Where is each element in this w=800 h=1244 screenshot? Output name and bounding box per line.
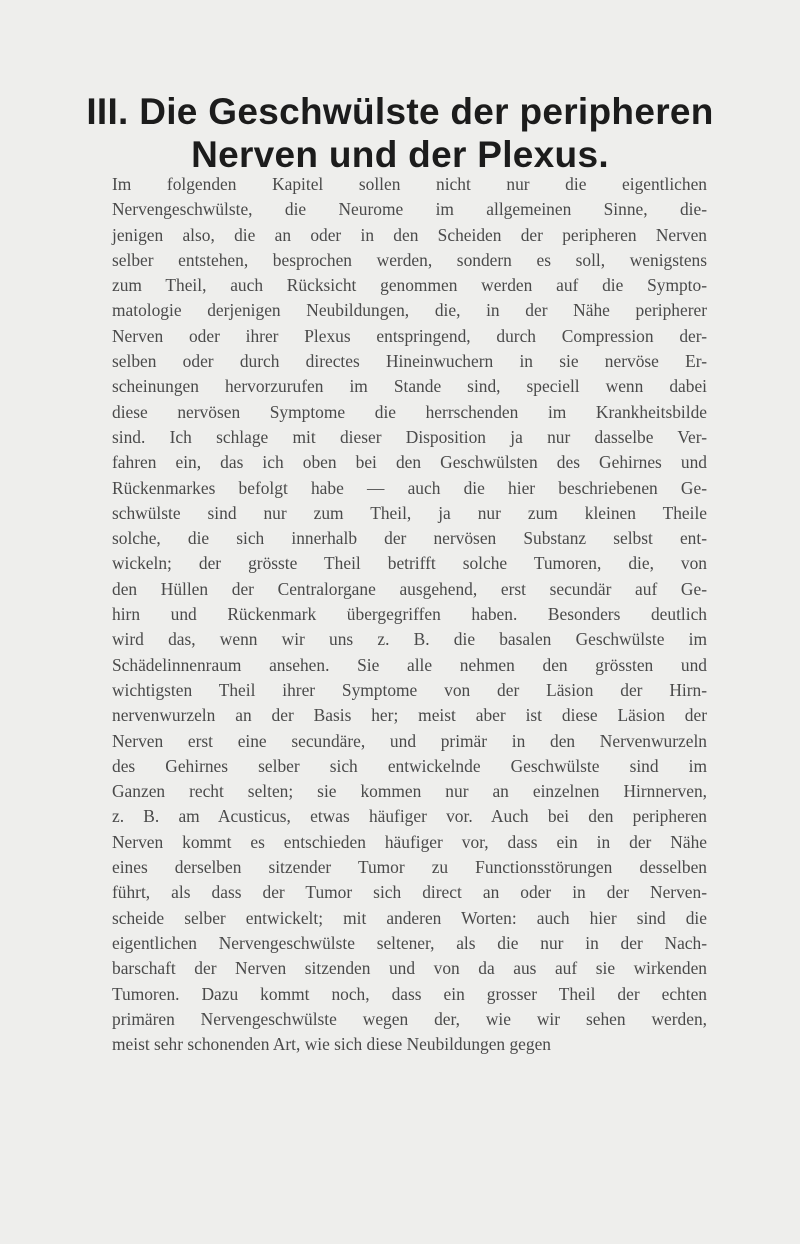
paragraph-line: den Hüllen der Centralorgane ausgehend, erst secundär auf Ge- <box>112 578 707 599</box>
paragraph-line: z. B. am Acusticus, etwas häufiger vor. Auch bei den peripheren <box>112 806 707 827</box>
paragraph-line: scheide selber entwickelt; mit anderen Worten: auch hier sind die <box>112 907 707 928</box>
paragraph-line: hirn und Rückenmark übergegriffen haben. Besonders deutlich <box>112 604 707 625</box>
paragraph-line: selben oder durch directes Hineinwuchern in sie nervöse Er- <box>112 351 707 372</box>
paragraph-line: diese nervösen Symptome die herrschenden im Krankheitsbilde <box>112 401 707 422</box>
paragraph-line: führt, als dass der Tumor sich direct an oder in der Nerven- <box>112 882 707 903</box>
paragraph-line: Tumoren. Dazu kommt noch, dass ein grosser Theil der echten <box>112 983 707 1004</box>
chapter-heading-line-2: Nerven und der Plexus. <box>191 134 609 175</box>
paragraph-line: barschaft der Nerven sitzenden und von da aus auf sie wirkenden <box>112 958 707 979</box>
paragraph-line: nervenwurzeln an der Basis her; meist aber ist diese Läsion der <box>112 705 707 726</box>
paragraph-line: eines derselben sitzender Tumor zu Functionsstörungen desselben <box>112 857 707 878</box>
paragraph-line: des Gehirnes selber sich entwickelnde Geschwülste sind im <box>112 755 707 776</box>
paragraph-line: Ganzen recht selten; sie kommen nur an einzelnen Hirnnerven, <box>112 781 707 802</box>
paragraph-line: selber entstehen, besprochen werden, sondern es soll, wenigstens <box>112 249 707 270</box>
paragraph-line: Nervengeschwülste, die Neurome im allgemeinen Sinne, die- <box>112 199 707 220</box>
paragraph-line: Schädelinnenraum ansehen. Sie alle nehmen den grössten und <box>112 654 707 675</box>
paragraph-line: Nerven oder ihrer Plexus entspringend, durch Compression der- <box>112 325 707 346</box>
paragraph-line: eigentlichen Nervengeschwülste seltener, als die nur in der Nach- <box>112 932 707 953</box>
paragraph-line: jenigen also, die an oder in den Scheiden der peripheren Nerven <box>112 224 707 245</box>
paragraph-line: Rückenmarkes befolgt habe — auch die hier beschriebenen Ge- <box>112 477 707 498</box>
paragraph-line: scheinungen hervorzurufen im Stande sind, speciell wenn dabei <box>112 376 707 397</box>
chapter-heading-line-1: III. Die Geschwülste der peripheren <box>86 91 714 132</box>
body-paragraph <box>112 172 707 1057</box>
paragraph-line: matologie derjenigen Neubildungen, die, in der Nähe peripherer <box>112 300 707 321</box>
paragraph-line: meist sehr schonenden Art, wie sich diese Neubildungen gegen <box>112 1034 552 1055</box>
paragraph-line: solche, die sich innerhalb der nervösen Substanz selbst ent- <box>112 528 707 549</box>
paragraph-line: wickeln; der grösste Theil betrifft solche Tumoren, die, von <box>112 553 707 574</box>
paragraph-line: Im folgenden Kapitel sollen nicht nur die eigentlichen <box>112 174 707 194</box>
paragraph-line: fahren ein, das ich oben bei den Geschwülsten des Gehirnes und <box>112 452 707 473</box>
paragraph-line: sind. Ich schlage mit dieser Disposition ja nur dasselbe Ver- <box>112 426 707 447</box>
paragraph-line: wichtigsten Theil ihrer Symptome von der Läsion der Hirn- <box>112 679 707 700</box>
paragraph-line: zum Theil, auch Rücksicht genommen werden auf die Sympto- <box>112 275 707 296</box>
chapter-heading <box>0 90 800 176</box>
paragraph-line: wird das, wenn wir uns z. B. die basalen Geschwülste im <box>112 629 707 650</box>
paragraph-line: Nerven kommt es entschieden häufiger vor, dass ein in der Nähe <box>112 831 707 852</box>
paragraph-line: primären Nervengeschwülste wegen der, wie wir sehen werden, <box>112 1008 707 1029</box>
paragraph-line: schwülste sind nur zum Theil, ja nur zum kleinen Theile <box>112 502 707 523</box>
paragraph-line: Nerven erst eine secundäre, und primär in den Nervenwurzeln <box>112 730 707 751</box>
